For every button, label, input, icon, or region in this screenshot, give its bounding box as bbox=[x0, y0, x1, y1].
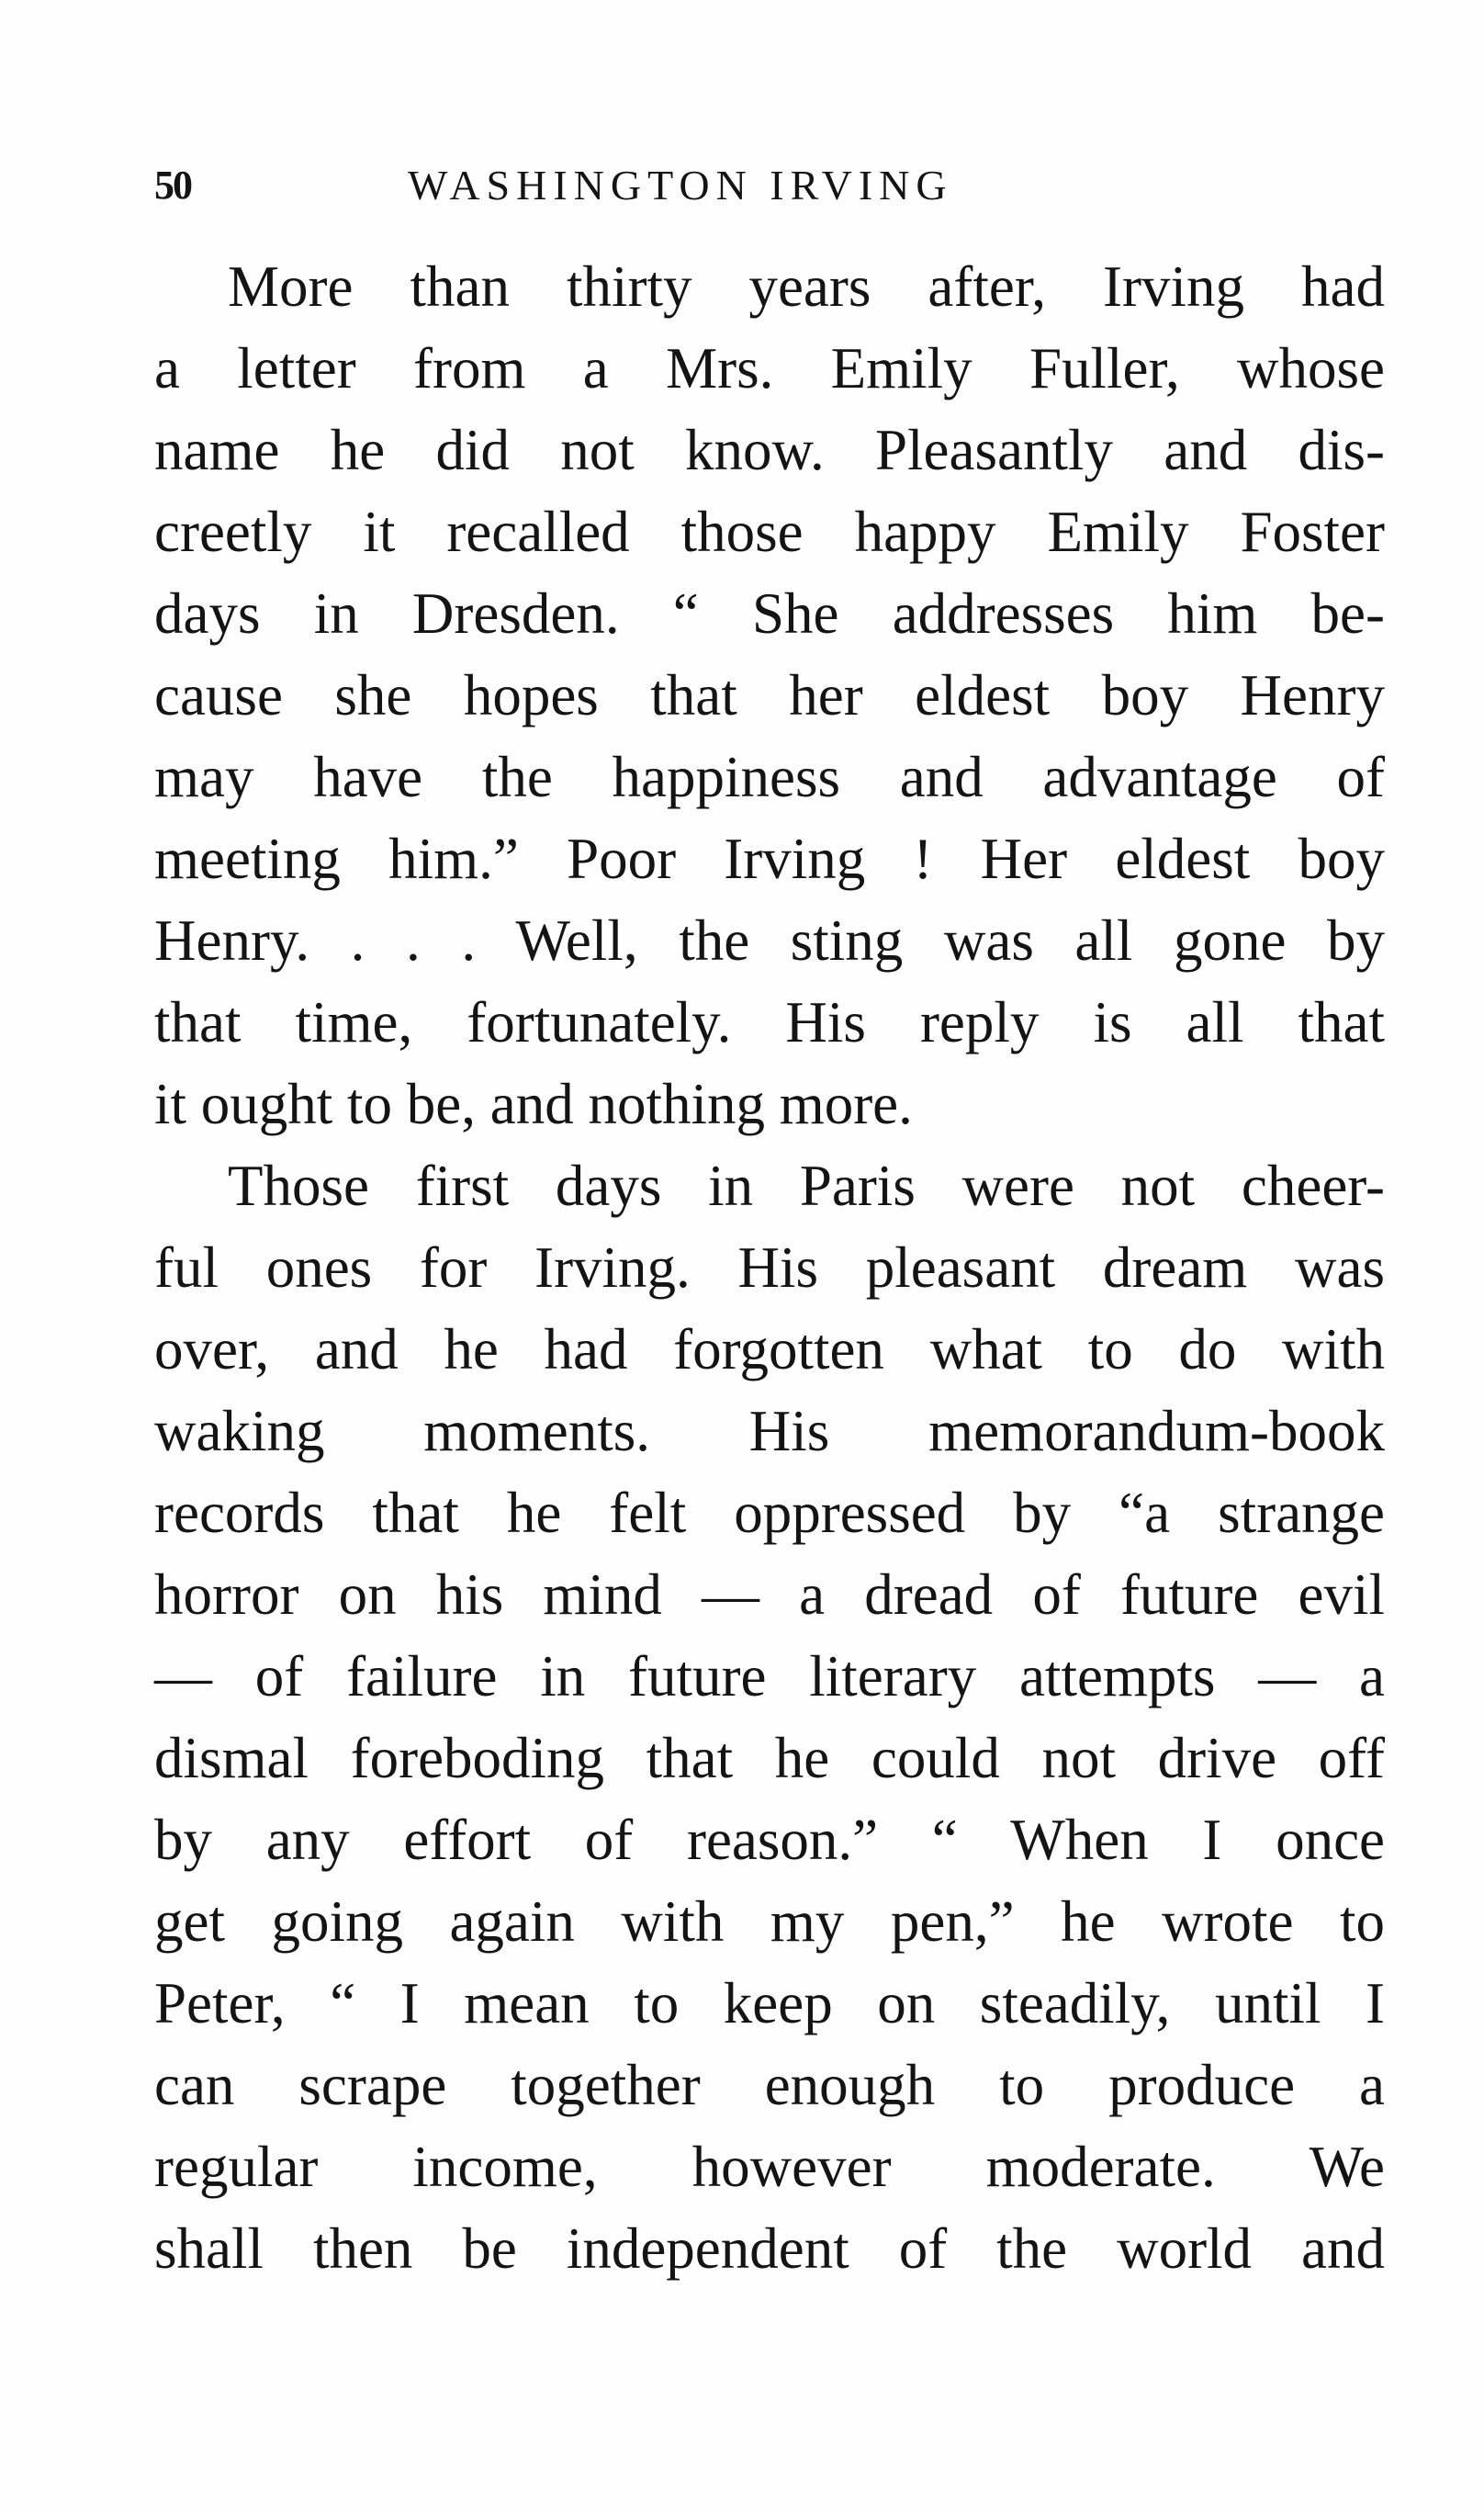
text-line: cause she hopes that her eldest boy Henry bbox=[154, 663, 1385, 727]
text-line: Peter, “ I mean to keep on steadily, until I bbox=[154, 1971, 1385, 2035]
text-line: Those first days in Paris were not cheer- bbox=[228, 1154, 1385, 1218]
text-line: waking moments. His memorandum-book bbox=[154, 1399, 1385, 1463]
text-line: that time, fortunately. His reply is all that bbox=[154, 990, 1385, 1054]
page-number: 50 bbox=[154, 163, 191, 208]
text-line: days in Dresden. “ She addresses him be- bbox=[154, 581, 1385, 646]
body-text bbox=[154, 246, 1385, 2290]
text-line: shall then be independent of the world and bbox=[154, 2216, 1385, 2281]
running-title: WASHINGTON IRVING bbox=[408, 162, 953, 209]
text-line: ful ones for Irving. His pleasant dream was bbox=[154, 1235, 1385, 1300]
text-line: horror on his mind — a dread of future evil bbox=[154, 1562, 1385, 1627]
text-line: name he did not know. Pleasantly and dis- bbox=[154, 418, 1385, 482]
paragraph bbox=[154, 1145, 1385, 2290]
text-line: over, and he had forgotten what to do with bbox=[154, 1317, 1385, 1381]
text-line: meeting him.” Poor Irving ! Her eldest boy bbox=[154, 827, 1385, 891]
text-line: regular income, however moderate. We bbox=[154, 2135, 1385, 2199]
text-line: dismal foreboding that he could not drive off bbox=[154, 1726, 1385, 1790]
text-line: by any effort of reason.” “ When I once bbox=[154, 1808, 1385, 1872]
paragraph bbox=[154, 246, 1385, 1145]
text-line: creetly it recalled those happy Emily Foster bbox=[154, 500, 1385, 564]
text-line: More than thirty years after, Irving had bbox=[228, 254, 1385, 319]
text-line: can scrape together enough to produce a bbox=[154, 2053, 1385, 2117]
text-line: a letter from a Mrs. Emily Fuller, whose bbox=[154, 336, 1385, 400]
text-line: it ought to be, and nothing more. bbox=[154, 1072, 913, 1136]
text-line: may have the happiness and advantage of bbox=[154, 745, 1385, 809]
running-head bbox=[154, 158, 1385, 213]
text-line: — of failure in future literary attempts — a bbox=[154, 1644, 1385, 1708]
text-line: records that he felt oppressed by “a strange bbox=[154, 1481, 1385, 1545]
text-line: get going again with my pen,” he wrote to bbox=[154, 1889, 1385, 1954]
text-line: Henry. . . . Well, the sting was all gone by bbox=[154, 908, 1385, 973]
